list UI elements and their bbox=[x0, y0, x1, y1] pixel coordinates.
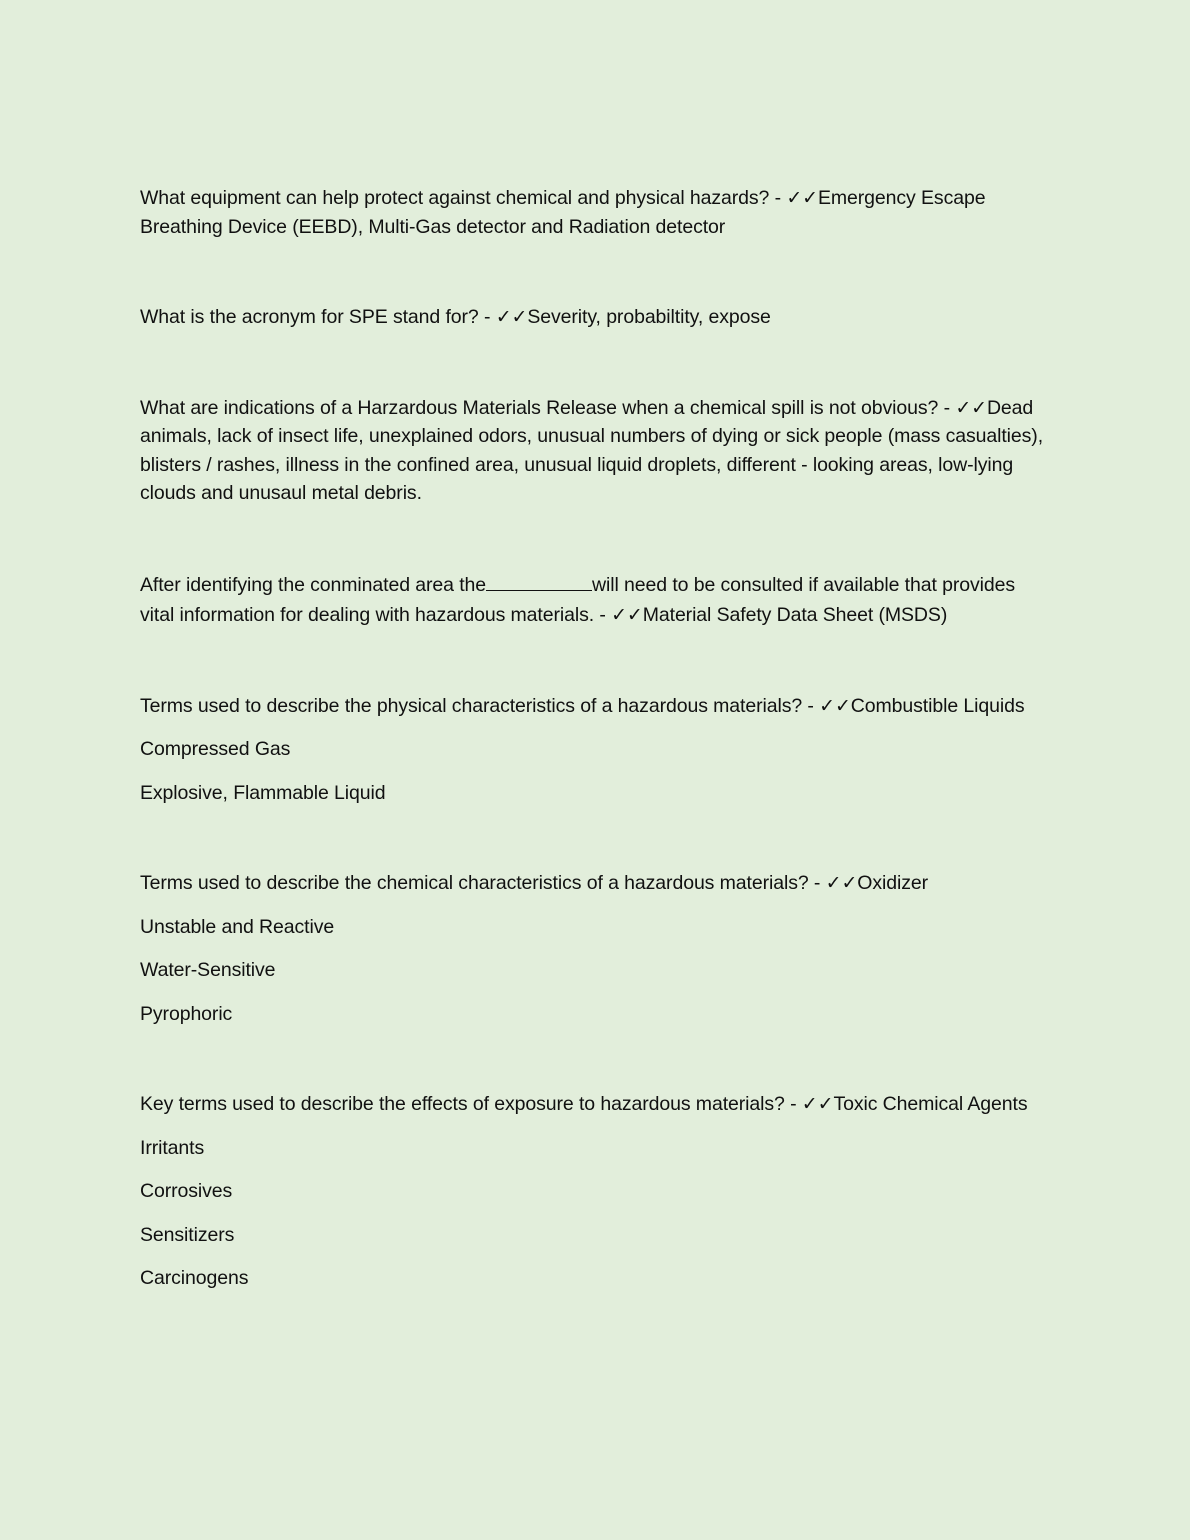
answer-text: Oxidizer bbox=[857, 872, 928, 894]
qa-item bbox=[140, 184, 1050, 241]
answer-text: Toxic Chemical Agents bbox=[833, 1093, 1028, 1115]
check-icon: ✓✓ bbox=[611, 603, 643, 626]
answer-line: Sensitizers bbox=[140, 1223, 235, 1246]
answer-line: Compressed Gas bbox=[140, 738, 291, 760]
question-text-after-blank: will need to be consulted if available that provides vital information for dealing with hazardous materials. bbox=[140, 573, 1016, 626]
answer-line: Irritants bbox=[140, 1136, 205, 1159]
answer-line: Corrosives bbox=[140, 1180, 233, 1202]
qa-paragraph bbox=[140, 692, 1050, 721]
qa-paragraph bbox=[140, 570, 1050, 630]
question-text-before-blank: After identifying the conminated area the bbox=[140, 573, 487, 596]
question-text: Terms used to describe the chemical characteristics of a hazardous materials? bbox=[140, 872, 809, 894]
qa-paragraph bbox=[140, 1090, 1050, 1119]
qa-item bbox=[140, 303, 1050, 332]
question-text: Key terms used to describe the effects of exposure to hazardous materials? bbox=[140, 1093, 785, 1115]
check-icon: ✓✓ bbox=[819, 694, 851, 717]
question-text: What is the acronym for SPE stand for? bbox=[140, 306, 479, 328]
separator: - bbox=[938, 396, 956, 419]
separator: - bbox=[784, 1093, 802, 1115]
qa-paragraph bbox=[140, 394, 1050, 508]
qa-item bbox=[140, 394, 1050, 508]
answer-line: Pyrophoric bbox=[140, 1002, 233, 1025]
separator: - bbox=[478, 306, 496, 328]
separator: - bbox=[769, 187, 787, 209]
question-text: Terms used to describe the physical characteristics of a hazardous materials? bbox=[140, 694, 803, 717]
answer-text: Dead animals, lack of insect life, unexplained odors, unusual numbers of dying or sick people (mass casualties), blisters / rashes, illness in the confined area, unusual liquid droplets, different - looking areas, low-lying clouds and unusaul metal debris. bbox=[140, 396, 1044, 504]
question-text: What equipment can help protect against chemical and physical hazards? bbox=[140, 187, 770, 209]
answer-line: Carcinogens bbox=[140, 1267, 249, 1289]
qa-item bbox=[140, 692, 1050, 808]
answer-text: Severity, probabiltity, expose bbox=[527, 306, 771, 328]
answer-text: Combustible Liquids bbox=[850, 694, 1025, 717]
check-icon: ✓✓ bbox=[825, 872, 858, 894]
answer-line: Water-Sensitive bbox=[140, 959, 276, 981]
answer-line: Explosive, Flammable Liquid bbox=[140, 781, 386, 804]
qa-paragraph bbox=[140, 184, 1050, 241]
qa-paragraph bbox=[140, 869, 1050, 898]
answer-text: Emergency Escape Breathing Device (EEBD), Multi-Gas detector and Radiation detector bbox=[140, 187, 986, 238]
separator: - bbox=[594, 603, 612, 626]
separator: - bbox=[802, 694, 820, 717]
qa-paragraph bbox=[140, 303, 1050, 332]
check-icon: ✓✓ bbox=[955, 396, 987, 419]
question-text: What are indications of a Harzardous Materials Release when a chemical spill is not obvious? bbox=[140, 396, 939, 419]
check-icon: ✓✓ bbox=[801, 1093, 834, 1115]
qa-item bbox=[140, 1090, 1050, 1293]
qa-item bbox=[140, 570, 1050, 630]
fill-in-blank bbox=[486, 570, 592, 591]
check-icon: ✓✓ bbox=[786, 187, 818, 209]
qa-item bbox=[140, 869, 1050, 1028]
answer-text: Material Safety Data Sheet (MSDS) bbox=[642, 603, 948, 626]
separator: - bbox=[808, 872, 826, 894]
answer-line: Unstable and Reactive bbox=[140, 915, 335, 938]
check-icon: ✓✓ bbox=[495, 306, 528, 328]
